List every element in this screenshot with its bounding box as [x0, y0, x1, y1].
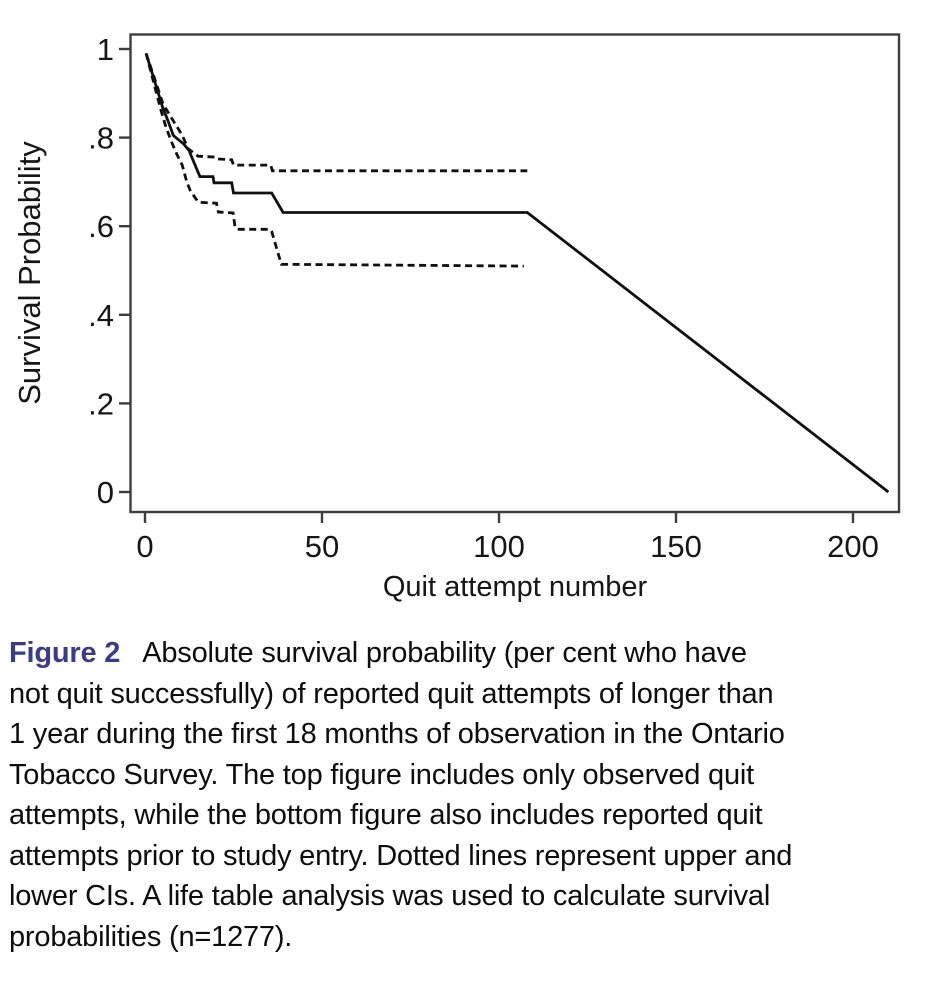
caption-line: not quit successfully) of reported quit attempts of longer than: [9, 677, 774, 710]
x-tick-label: 50: [304, 529, 340, 564]
figure-caption: [9, 633, 945, 957]
caption-line: Tobacco Survey. The top figure includes only observed quit: [9, 758, 754, 791]
y-tick-label: .2: [88, 386, 114, 422]
plot-frame: [131, 35, 900, 513]
x-tick-label: 200: [827, 529, 879, 564]
caption-line: attempts prior to study entry. Dotted lines represent upper and: [9, 839, 793, 872]
lower-ci-line: [146, 53, 524, 266]
caption-line: probabilities (n=1277).: [9, 920, 293, 953]
y-tick-label: .4: [88, 297, 114, 333]
x-tick-label: 150: [650, 529, 702, 564]
survival-line: [146, 53, 888, 492]
y-tick-label: .6: [88, 209, 114, 245]
y-tick-label: 1: [96, 32, 114, 67]
x-tick-label: 100: [473, 529, 525, 564]
y-axis-title: Survival Probability: [12, 141, 47, 405]
y-tick-label: .8: [88, 120, 114, 156]
figure-caption-label: Figure 2: [9, 637, 121, 669]
y-tick-label: 0: [96, 475, 114, 510]
caption-line: 1 year during the first 18 months of observation in the Ontario: [9, 718, 785, 750]
x-axis-title: Quit attempt number: [382, 571, 648, 603]
caption-line: attempts, while the bottom figure also includes reported quit: [9, 799, 763, 831]
caption-line-text: Absolute survival probability (per cent who have: [142, 637, 747, 669]
caption-line: [9, 633, 945, 674]
x-tick-label: 0: [136, 529, 154, 564]
caption-line: lower CIs. A life table analysis was used to calculate survival: [9, 880, 771, 912]
upper-ci-line: [146, 53, 527, 170]
